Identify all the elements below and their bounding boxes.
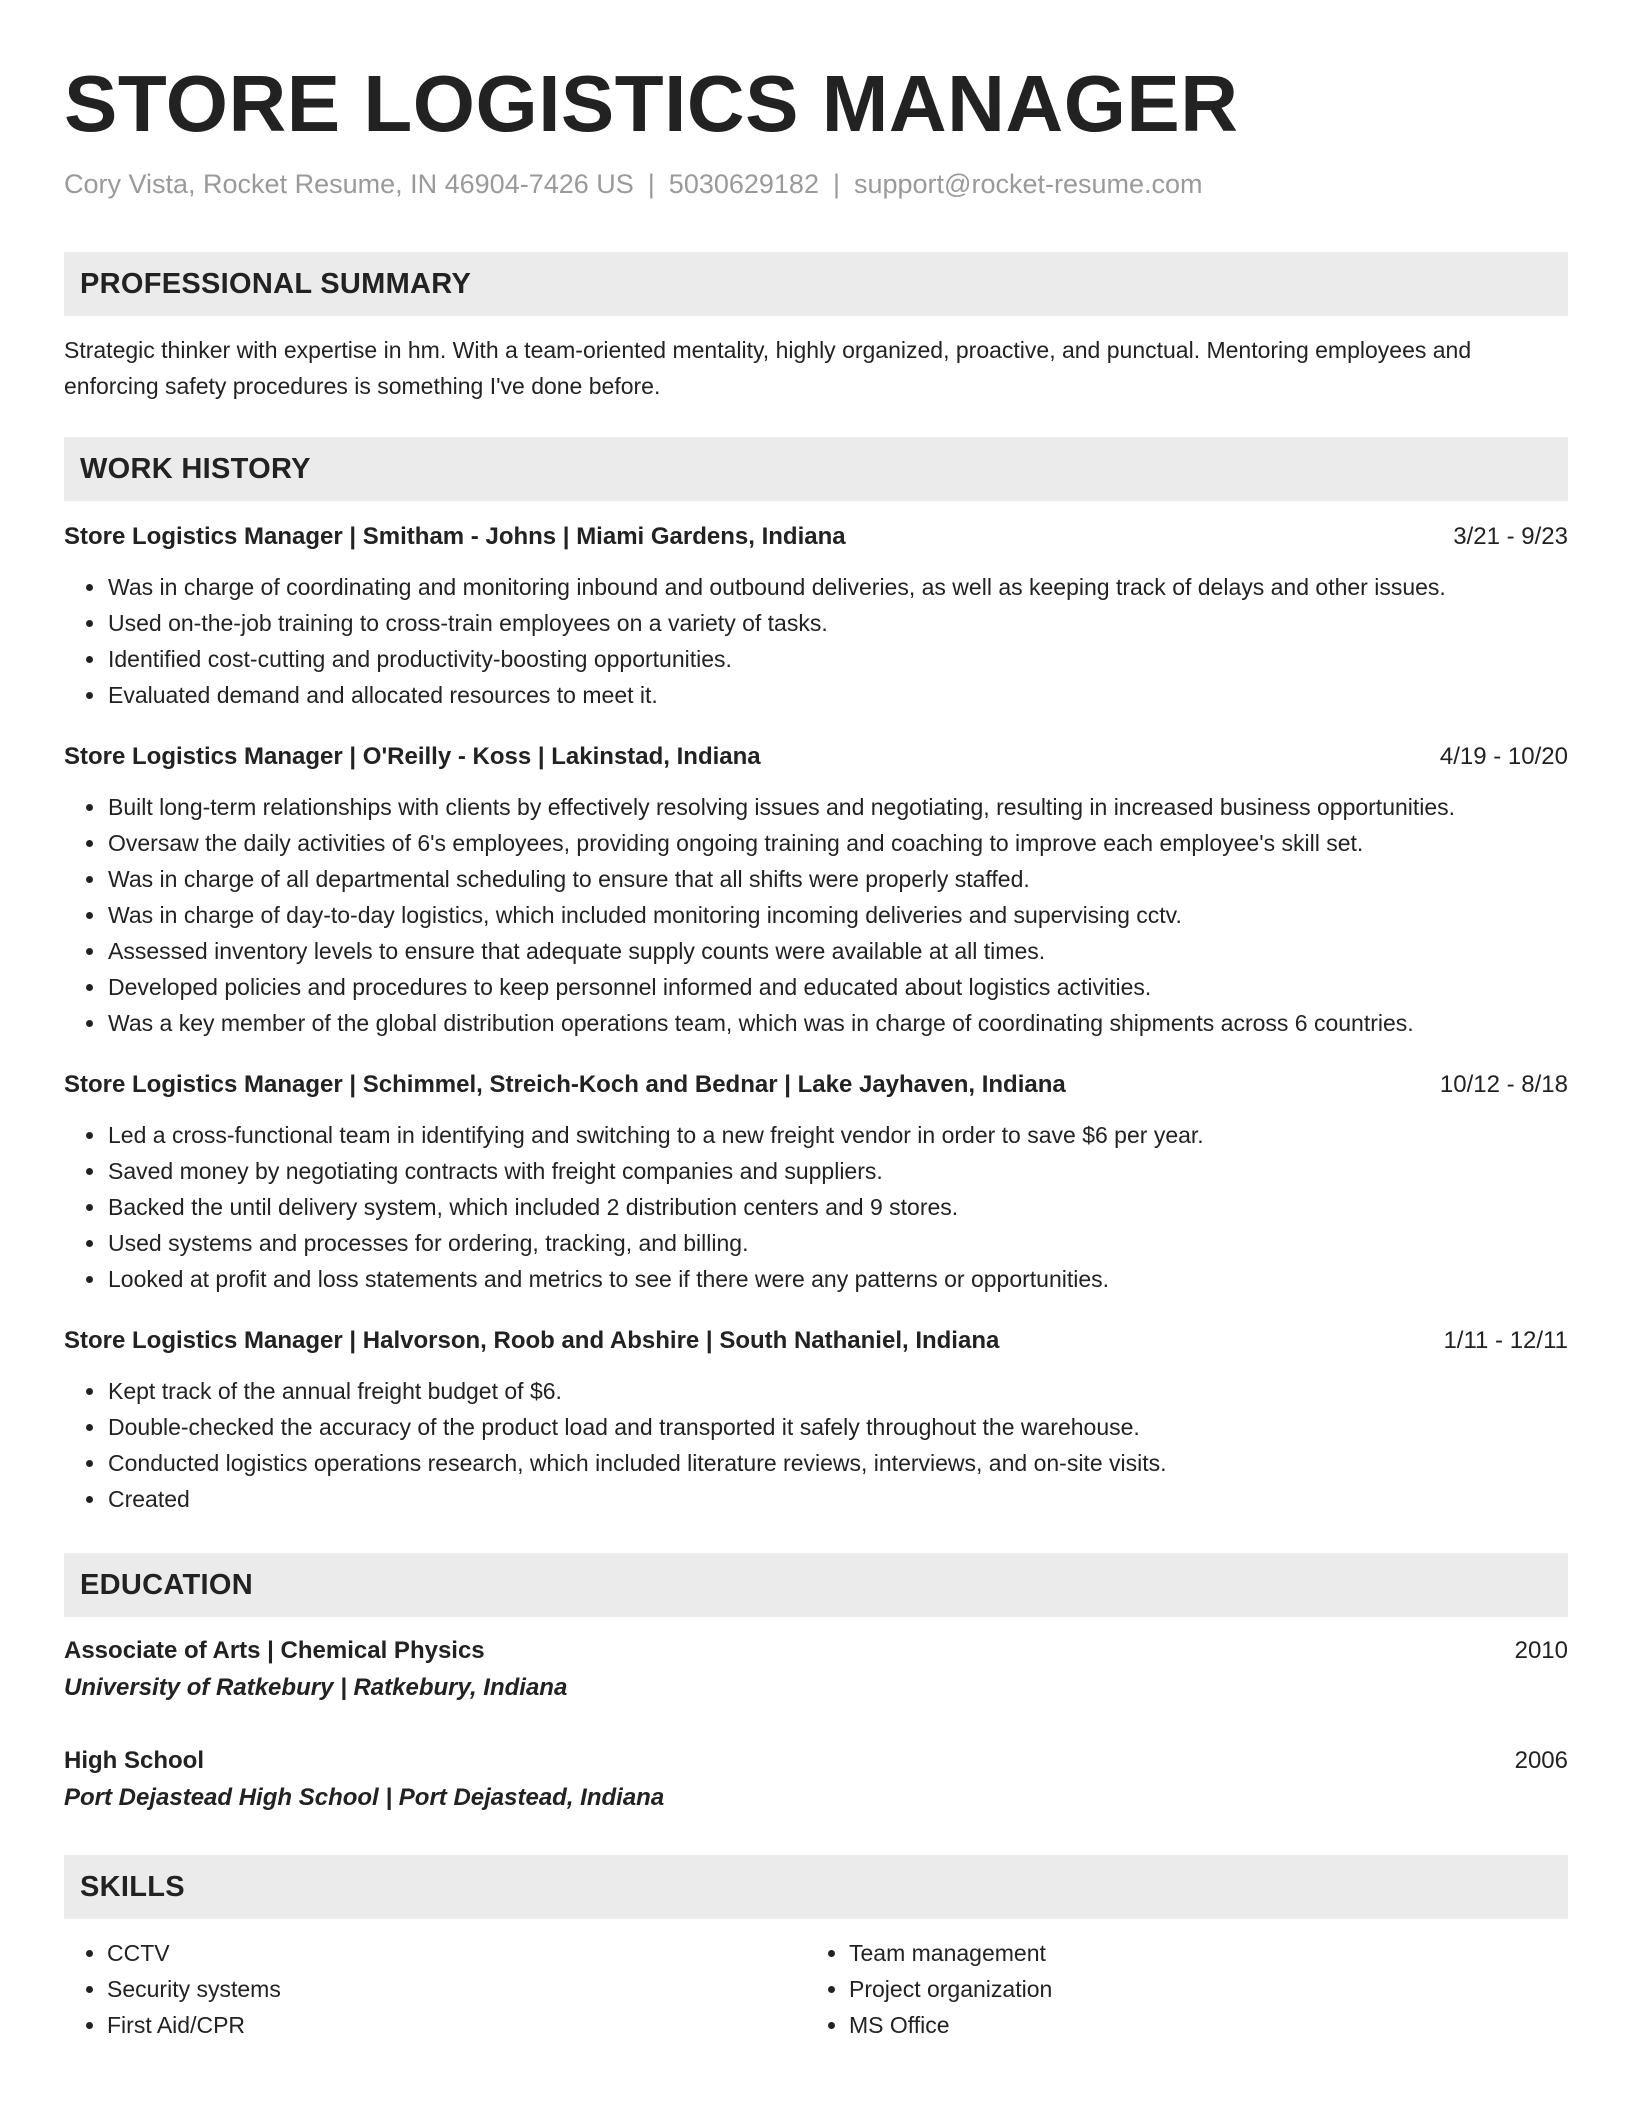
job-bullet-list	[64, 1373, 1568, 1517]
job-bullet: • Conducted logistics operations research, which included literature reviews, interviews, and on-site visits.	[107, 1445, 1568, 1481]
contact-email: support@rocket-resume.com	[853, 169, 1203, 199]
education-degree: High School	[64, 1747, 204, 1774]
contact-separator: |	[647, 169, 655, 199]
job-bullet-list	[64, 1117, 1568, 1297]
job-bullet: • Led a cross-functional team in identifying and switching to a new freight vendor in order to save $6 per year.	[107, 1117, 1568, 1153]
job-bullet: • Double-checked the accuracy of the product load and transported it safely throughout the warehouse.	[107, 1409, 1568, 1445]
job-header-row	[64, 1323, 1568, 1359]
job-bullet: • Used systems and processes for ordering, tracking, and billing.	[107, 1225, 1568, 1261]
skill-item: • Security systems	[107, 1971, 806, 2007]
job-dates: 10/12 - 8/18	[1439, 1071, 1568, 1098]
contact-line	[64, 166, 1568, 202]
job-header-row	[64, 519, 1568, 555]
job-bullet: • Was in charge of all departmental scheduling to ensure that all shifts were properly staffed.	[107, 861, 1568, 897]
job-title: Store Logistics Manager | O'Reilly - Koss | Lakinstad, Indiana	[64, 743, 761, 770]
job-bullet: • Identified cost-cutting and productivity-boosting opportunities.	[107, 641, 1568, 677]
summary-text: Strategic thinker with expertise in hm. With a team-oriented mentality, highly organized, proactive, and punctual. Mentoring employees and enforcing safety procedures is something I've done before.	[64, 337, 1472, 399]
job-bullet: • Created	[107, 1481, 1568, 1517]
contact-separator: |	[832, 169, 840, 199]
education-year: 2006	[1514, 1747, 1568, 1774]
education-header-row	[64, 1743, 1568, 1779]
job-dates: 1/11 - 12/11	[1443, 1327, 1568, 1354]
job-dates: 3/21 - 9/23	[1453, 523, 1568, 550]
job-entry	[64, 739, 1568, 1041]
job-bullet-list	[64, 789, 1568, 1041]
job-title: Store Logistics Manager | Halvorson, Roob and Abshire | South Nathaniel, Indiana	[64, 1327, 1000, 1354]
job-bullet: • Was in charge of day-to-day logistics, which included monitoring incoming deliveries and supervising cctv.	[107, 897, 1568, 933]
contact-phone: 5030629182	[668, 169, 819, 199]
work-history-section	[64, 437, 1568, 1517]
skill-item: • First Aid/CPR	[107, 2007, 806, 2043]
skills-list-right	[806, 1935, 1548, 2043]
job-header-row	[64, 1067, 1568, 1103]
job-bullet: • Kept track of the annual freight budget of $6.	[107, 1373, 1568, 1409]
education-degree: Associate of Arts | Chemical Physics	[64, 1637, 485, 1664]
education-school: University of Ratkebury | Ratkebury, Indiana	[64, 1674, 568, 1701]
job-bullet: • Looked at profit and loss statements and metrics to see if there were any patterns or opportunities.	[107, 1261, 1568, 1297]
job-title: Store Logistics Manager | Schimmel, Streich-Koch and Bednar | Lake Jayhaven, Indiana	[64, 1071, 1066, 1098]
job-entry	[64, 519, 1568, 713]
job-entry	[64, 1323, 1568, 1517]
skills-columns	[64, 1935, 1568, 2043]
skill-item: • MS Office	[849, 2007, 1548, 2043]
skill-item: • Team management	[849, 1935, 1548, 1971]
job-dates: 4/19 - 10/20	[1439, 743, 1568, 770]
skills-section	[64, 1855, 1568, 2043]
education-entry	[64, 1743, 1568, 1817]
job-bullet: • Built long-term relationships with clients by effectively resolving issues and negotiating, resulting in increased business opportunities.	[107, 789, 1568, 825]
contact-address: Cory Vista, Rocket Resume, IN 46904-7426 US	[64, 169, 634, 199]
job-bullet: • Backed the until delivery system, which included 2 distribution centers and 9 stores.	[107, 1189, 1568, 1225]
job-bullet: • Was a key member of the global distribution operations team, which was in charge of coordinating shipments across 6 countries.	[107, 1005, 1568, 1041]
resume-page	[64, 0, 1568, 2043]
job-bullet: • Saved money by negotiating contracts with freight companies and suppliers.	[107, 1153, 1568, 1189]
education-year: 2010	[1514, 1637, 1568, 1664]
skill-item: • CCTV	[107, 1935, 806, 1971]
education-section-header: EDUCATION	[64, 1553, 1568, 1617]
summary-section	[64, 252, 1568, 404]
skills-list-left	[64, 1935, 806, 2043]
education-entry	[64, 1633, 1568, 1707]
education-school: Port Dejastead High School | Port Dejastead, Indiana	[64, 1784, 665, 1811]
education-header-row	[64, 1633, 1568, 1669]
job-bullet-list	[64, 569, 1568, 713]
job-bullet: • Was in charge of coordinating and monitoring inbound and outbound deliveries, as well as keeping track of delays and other issues.	[107, 569, 1568, 605]
summary-section-header: PROFESSIONAL SUMMARY	[64, 252, 1568, 316]
resume-name-heading: STORE LOGISTICS MANAGER	[64, 59, 1239, 148]
job-bullet: • Assessed inventory levels to ensure that adequate supply counts were available at all times.	[107, 933, 1568, 969]
education-section	[64, 1553, 1568, 1817]
job-bullet: • Oversaw the daily activities of 6's employees, providing ongoing training and coaching to improve each employee's skill set.	[107, 825, 1568, 861]
job-bullet: • Used on-the-job training to cross-train employees on a variety of tasks.	[107, 605, 1568, 641]
work-history-section-header: WORK HISTORY	[64, 437, 1568, 501]
job-header-row	[64, 739, 1568, 775]
job-bullet: • Developed policies and procedures to keep personnel informed and educated about logistics activities.	[107, 969, 1568, 1005]
job-bullet: • Evaluated demand and allocated resources to meet it.	[107, 677, 1568, 713]
skills-section-header: SKILLS	[64, 1855, 1568, 1919]
skill-item: • Project organization	[849, 1971, 1548, 2007]
job-entry	[64, 1067, 1568, 1297]
job-title: Store Logistics Manager | Smitham - Johns | Miami Gardens, Indiana	[64, 523, 846, 550]
